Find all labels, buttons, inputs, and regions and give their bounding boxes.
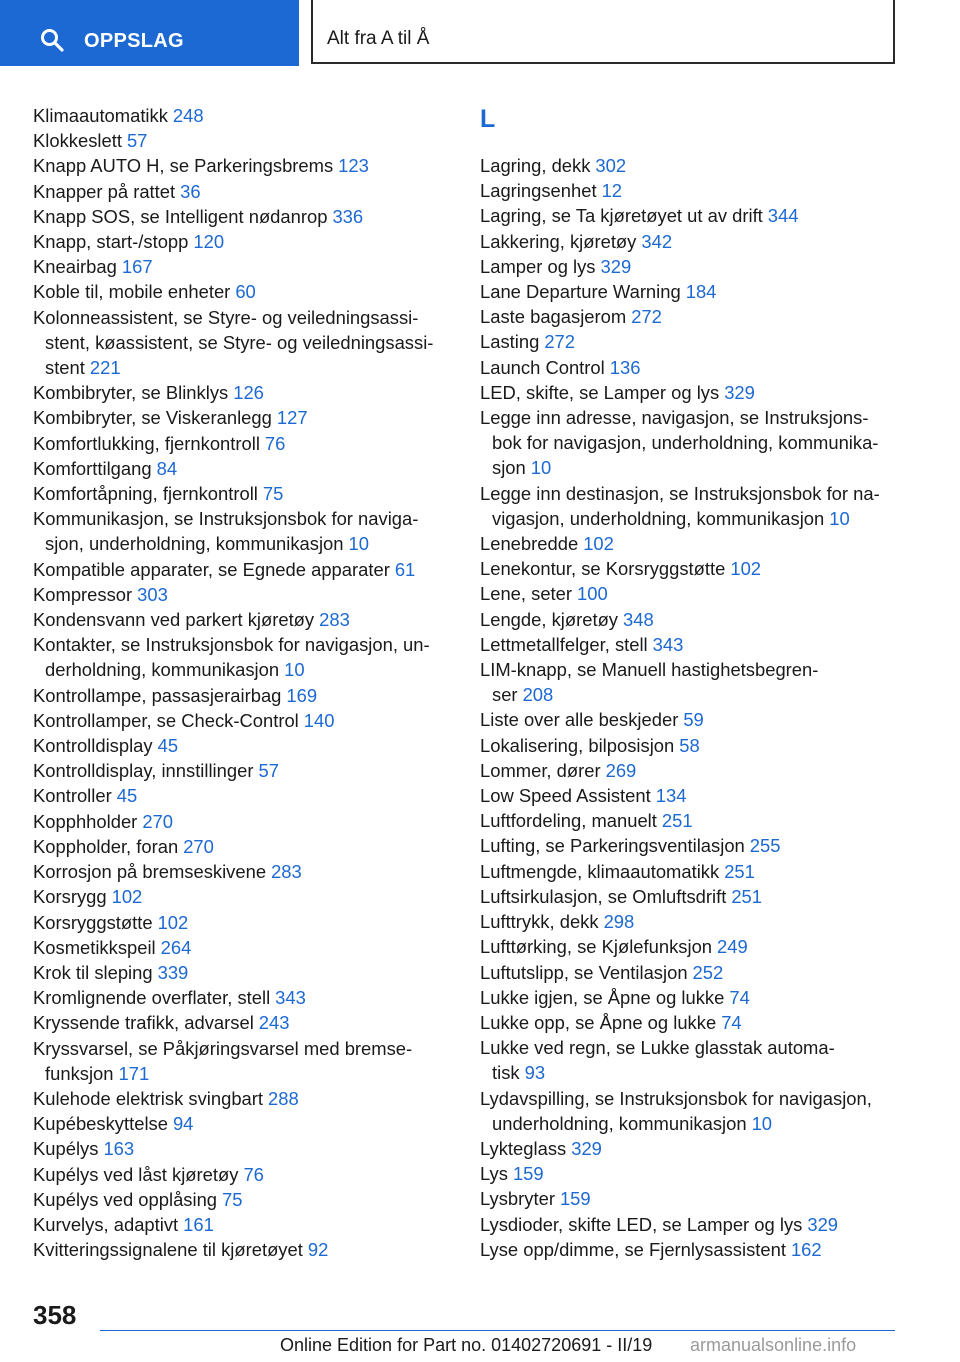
page-reference-link[interactable]: 76 [264,432,286,454]
entry-term: Kryssvarsel, se Påkjøringsvarsel med bremse- [33,1037,413,1059]
entry-term: derholdning, kommunikasjon [45,659,280,681]
index-entry [480,203,900,228]
page-reference-link[interactable]: 329 [724,381,755,403]
entry-term: tisk [492,1062,520,1084]
page-reference-link[interactable]: 343 [275,987,306,1009]
page-reference-link[interactable]: 270 [183,835,214,857]
index-entry [480,808,900,833]
index-entry [33,1136,453,1161]
index-entry [480,178,900,203]
page-reference-link[interactable]: 126 [233,382,264,404]
index-entry [480,481,900,531]
page-reference-link[interactable]: 60 [235,281,256,303]
page-reference-link[interactable]: 45 [116,785,138,807]
entry-term: underholdning, kommunikasjon [492,1112,747,1134]
index-entry [480,556,900,581]
entry-term: Luftsirkulasjon, se Omluftsdrift [480,885,727,907]
page-reference-link[interactable]: 329 [807,1213,839,1235]
index-entry [33,935,453,960]
index-entry [33,783,453,808]
page-reference-link[interactable]: 161 [183,1213,214,1235]
index-entry [33,1111,453,1136]
index-entry [480,1035,900,1085]
watermark-text: armanualsonline.info [690,1335,857,1355]
page-reference-link[interactable]: 10 [829,507,850,529]
index-entry [33,960,453,985]
entry-term: Kontrolldisplay [33,735,153,757]
page-reference-link[interactable]: 75 [222,1188,243,1210]
entry-term: Low Speed Assistent [480,785,651,807]
edition-text: Online Edition for Part no. 01402720691 - II/19 [280,1335,653,1355]
page-reference-link[interactable]: 94 [172,1113,194,1135]
breadcrumb [311,0,895,64]
page-reference-link[interactable]: 93 [524,1062,546,1084]
page-reference-link[interactable]: 336 [332,205,364,227]
index-entry [33,683,453,708]
entry-term: sjon [492,457,526,479]
page-reference-link[interactable]: 159 [512,1163,544,1185]
index-column-left [33,103,453,1262]
entry-term: Lakkering, kjøretøy [480,230,637,252]
index-entry [33,254,453,279]
entry-term: Kupélys [33,1138,99,1160]
entry-term: stent, køassistent, se Styre- og veiledningsassi- [45,331,434,353]
index-entry [33,834,453,859]
index-column-right [480,103,900,1262]
index-entry [480,581,900,606]
entry-term: Korrosjon på bremseskivene [33,861,267,883]
page-reference-link[interactable]: 120 [193,231,225,253]
page-reference-link[interactable]: 329 [600,255,632,277]
index-entry [480,1010,900,1035]
entry-term: Kneairbag [33,256,117,278]
index-entry [480,758,900,783]
index-entry [480,380,900,405]
page-reference-link[interactable]: 302 [595,155,627,176]
index-entry [33,758,453,783]
page-reference-link[interactable]: 134 [655,785,687,807]
entry-term: Lasting [480,331,540,353]
index-entry [480,329,900,354]
page-header [0,0,960,66]
index-entry [480,405,900,481]
page-reference-link[interactable]: 251 [731,885,763,907]
entry-term: Kombibryter, se Viskeranlegg [33,407,272,429]
entry-term: Kontrollampe, passasjerairbag [33,684,282,706]
page-reference-link[interactable]: 243 [258,1012,290,1034]
index-entry [480,733,900,758]
page-reference-link[interactable]: 59 [683,709,704,731]
entry-term: Lommer, dører [480,759,601,781]
entry-term: ser [492,684,518,706]
entry-term: Kulehode elektrisk svingbart [33,1087,264,1109]
entry-term: Luftfordeling, manuelt [480,810,657,832]
page-reference-link[interactable]: 342 [641,230,673,252]
entry-term: Lukke igjen, se Åpne og lukke [480,986,725,1008]
page-reference-link[interactable]: 74 [729,986,750,1008]
page-reference-link[interactable]: 61 [394,558,416,580]
page-reference-link[interactable]: 283 [319,609,350,631]
entry-term: Krok til sleping [33,961,153,983]
index-entry [33,607,453,632]
page-reference-link[interactable]: 288 [268,1087,299,1109]
index-entry [480,985,900,1010]
index-entry [33,733,453,758]
entry-term: Kontakter, se Instruksjonsbok for navigasjon, un- [33,634,430,656]
search-icon [40,28,64,52]
page-reference-link[interactable]: 251 [724,860,755,882]
page-reference-link[interactable]: 329 [571,1137,602,1159]
entry-term: Koble til, mobile enheter [33,281,231,303]
entry-term: Kurvelys, adaptivt [33,1213,179,1235]
entry-term: Lagringsenhet [480,180,597,202]
entry-term: Lysdioder, skifte LED, se Lamper og lys [480,1213,803,1235]
entry-term: funksjon [45,1062,114,1084]
entry-term: Lettmetallfelger, stell [480,633,648,655]
index-entry [33,456,453,481]
index-entry [33,985,453,1010]
page-reference-link[interactable]: 344 [767,205,799,227]
page-reference-link[interactable]: 92 [307,1239,329,1261]
index-entry [480,1086,900,1136]
entry-term: LED, skifte, se Lamper og lys [480,381,720,403]
entry-term: Kolonneassistent, se Styre- og veiledningsassi- [33,306,419,328]
index-entry [480,783,900,808]
page-reference-link[interactable]: 36 [180,180,201,202]
page-reference-link[interactable]: 140 [303,709,335,731]
page-reference-link[interactable]: 75 [262,483,284,505]
page-reference-link[interactable]: 159 [559,1188,591,1210]
entry-term: Lene, seter [480,583,573,605]
page-reference-link[interactable]: 251 [661,810,693,832]
entry-term: Laste bagasjerom [480,306,627,328]
page-reference-link[interactable]: 102 [730,558,762,580]
entry-term: Knapp, start-/stopp [33,231,189,253]
index-entry [33,809,453,834]
page-reference-link[interactable]: 58 [679,734,700,756]
entry-term: stent [45,357,85,379]
page-reference-link[interactable]: 123 [338,155,369,177]
entry-term: Lenekontur, se Korsryggstøtte [480,558,726,580]
index-entry [33,1086,453,1111]
index-entry [33,153,453,178]
page-reference-link[interactable]: 272 [631,306,662,328]
page-reference-link[interactable]: 127 [276,407,308,429]
entry-term: Lukke ved regn, se Lukke glasstak automa- [480,1037,835,1059]
page-number: 358 [33,1300,77,1330]
entry-term: Kontrolldisplay, innstillinger [33,760,254,782]
page-reference-link[interactable]: 84 [156,457,178,479]
lookup-tab-label: OPPSLAG [84,30,184,52]
index-entry [33,506,453,556]
section-letter: L [480,105,496,133]
entry-term: sjon, underholdning, kommunikasjon [45,533,344,555]
entry-term: Lufting, se Parkeringsventilasjon [480,835,745,857]
index-entry [480,833,900,858]
entry-term: Kupébeskyttelse [33,1113,168,1135]
lookup-tab[interactable] [0,0,299,66]
index-entry [480,859,900,884]
page-reference-link[interactable]: 10 [530,457,552,479]
index-entry [33,859,453,884]
entry-term: Lykteglass [480,1137,567,1159]
entry-term: Lysbryter [480,1188,555,1210]
page-reference-link[interactable]: 221 [89,357,121,379]
footer-divider [100,1330,895,1331]
page-reference-link[interactable]: 102 [111,886,143,908]
page-reference-link[interactable]: 45 [157,735,179,757]
index-entry [33,910,453,935]
index-entry [33,128,453,153]
page-reference-link[interactable]: 12 [601,180,623,202]
entry-term: Knapp SOS, se Intelligent nødanrop [33,205,328,227]
index-entry [480,960,900,985]
index-entry [480,1237,900,1262]
page-reference-link[interactable]: 10 [751,1112,773,1134]
index-entry [33,481,453,506]
entry-term: Kupélys ved opplåsing [33,1188,218,1210]
entry-term: vigasjon, underholdning, kommunikasjon [492,507,825,529]
entry-term: Kombibryter, se Blinklys [33,382,229,404]
index-entry [33,229,453,254]
entry-term: Kontrollamper, se Check-Control [33,709,299,731]
index-entry [33,1212,453,1237]
index-entry [33,708,453,733]
page-reference-link[interactable]: 162 [790,1238,822,1260]
page-reference-link[interactable]: 10 [348,533,369,555]
page-reference-link[interactable]: 343 [652,633,684,655]
page-reference-link[interactable]: 57 [258,760,279,782]
page-reference-link[interactable]: 102 [583,533,614,555]
page-reference-link[interactable]: 255 [749,835,781,857]
entry-term: Lamper og lys [480,255,596,277]
page-reference-link[interactable]: 283 [271,861,302,883]
entry-term: LIM-knapp, se Manuell hastighetsbegren- [480,659,819,681]
entry-term: Komfortåpning, fjernkontroll [33,483,258,505]
entry-term: Klokkeslett [33,130,122,152]
index-entry [480,304,900,329]
page-reference-link[interactable]: 184 [685,281,717,303]
entry-term: Kvitteringssignalene til kjøretøyet [33,1239,303,1261]
entry-term: Luftmengde, klimaautomatikk [480,860,720,882]
index-entry [33,1187,453,1212]
index-entry [33,884,453,909]
entry-term: Lukke opp, se Åpne og lukke [480,1011,717,1033]
entry-term: Luftutslipp, se Ventilasjon [480,961,688,983]
index-entry [33,632,453,682]
entry-term: Kosmetikkspeil [33,936,156,958]
entry-term: Lys [480,1163,508,1185]
page-reference-link[interactable]: 102 [157,911,189,933]
index-entry [480,1161,900,1186]
page-reference-link[interactable]: 167 [121,256,153,278]
page-reference-link[interactable]: 169 [286,684,318,706]
entry-term: Klimaautomatikk [33,105,168,126]
index-entry [33,405,453,430]
entry-term: Lufttørking, se Kjølefunksjon [480,936,713,958]
page-reference-link[interactable]: 171 [118,1062,150,1084]
page-reference-link[interactable]: 208 [522,684,554,706]
page-reference-link[interactable]: 348 [623,608,654,630]
entry-term: Lengde, kjøretøy [480,608,618,630]
index-list-right [480,153,900,1262]
index-entry [33,204,453,229]
index-entry [480,355,900,380]
index-entry [33,380,453,405]
breadcrumb-label: Alt fra A til Å [327,28,430,49]
page-reference-link[interactable]: 249 [717,936,748,958]
index-entry [480,531,900,556]
entry-term: Launch Control [480,356,605,378]
entry-term: Kopphholder [33,810,138,832]
entry-term: Korsrygg [33,886,107,908]
index-entry [480,657,900,707]
entry-term: Kontroller [33,785,112,807]
page-reference-link[interactable]: 74 [721,1011,742,1033]
entry-term: Lokalisering, bilposisjon [480,734,675,756]
entry-term: Knapp AUTO H, se Parkeringsbrems [33,155,334,177]
entry-term: Knapper på rattet [33,180,176,202]
page-reference-link[interactable]: 136 [609,356,641,378]
index-entry [33,1162,453,1187]
entry-term: bok for navigasjon, underholdning, kommunika- [492,432,879,454]
index-entry [33,179,453,204]
index-entry [480,1136,900,1161]
entry-term: Lydavspilling, se Instruksjonsbok for navigasjon, [480,1087,872,1109]
index-entry [33,557,453,582]
page-reference-link[interactable]: 298 [603,911,635,933]
index-entry [33,1237,453,1262]
entry-term: Lufttrykk, dekk [480,911,599,933]
page-reference-link[interactable]: 57 [126,130,148,152]
index-entry [33,103,453,128]
index-entry [33,279,453,304]
page-reference-link[interactable]: 264 [160,936,192,958]
index-entry [480,229,900,254]
entry-term: Komforttilgang [33,457,152,479]
page-reference-link[interactable]: 248 [172,105,204,126]
index-entry [480,1212,900,1237]
entry-term: Kryssende trafikk, advarsel [33,1012,254,1034]
index-entry [480,884,900,909]
page-reference-link[interactable]: 270 [142,810,173,832]
page-reference-link[interactable]: 339 [157,961,189,983]
entry-term: Kommunikasjon, se Instruksjonsbok for naviga- [33,508,419,530]
entry-term: Kondensvann ved parkert kjøretøy [33,609,315,631]
index-entry [480,254,900,279]
page-reference-link[interactable]: 269 [605,759,637,781]
index-entry [480,607,900,632]
index-entry [33,305,453,381]
page-reference-link[interactable]: 163 [103,1138,135,1160]
entry-term: Komfortlukking, fjernkontroll [33,432,260,454]
index-entry [480,707,900,732]
entry-term: Korsryggstøtte [33,911,153,933]
entry-term: Lyse opp/dimme, se Fjernlysassistent [480,1238,786,1260]
index-entry [33,431,453,456]
page-reference-link[interactable]: 303 [137,583,168,605]
index-entry [33,1010,453,1035]
index-entry [480,1186,900,1211]
entry-term: Kromlignende overflater, stell [33,987,271,1009]
index-entry [480,934,900,959]
index-entry [480,909,900,934]
entry-term: Kompatible apparater, se Egnede apparater [33,558,390,580]
entry-term: Lenebredde [480,533,579,555]
index-entry [33,582,453,607]
entry-term: Legge inn adresse, navigasjon, se Instruksjons- [480,407,869,429]
entry-term: Kompressor [33,583,133,605]
index-entry [480,279,900,304]
page-reference-link[interactable]: 100 [577,583,608,605]
entry-term: Lagring, dekk [480,155,591,176]
entry-term: Lagring, se Ta kjøretøyet ut av drift [480,205,763,227]
page-reference-link[interactable]: 272 [544,331,575,353]
entry-term: Koppholder, foran [33,835,179,857]
entry-term: Liste over alle beskjeder [480,709,679,731]
index-entry [480,632,900,657]
entry-term: Kupélys ved låst kjøretøy [33,1163,239,1185]
index-entry [480,153,900,178]
index-entry [33,1036,453,1086]
entry-term: Legge inn destinasjon, se Instruksjonsbok for na- [480,482,880,504]
page-reference-link[interactable]: 76 [243,1163,264,1185]
page-reference-link[interactable]: 252 [692,961,724,983]
entry-term: Lane Departure Warning [480,281,681,303]
page-reference-link[interactable]: 10 [284,659,305,681]
